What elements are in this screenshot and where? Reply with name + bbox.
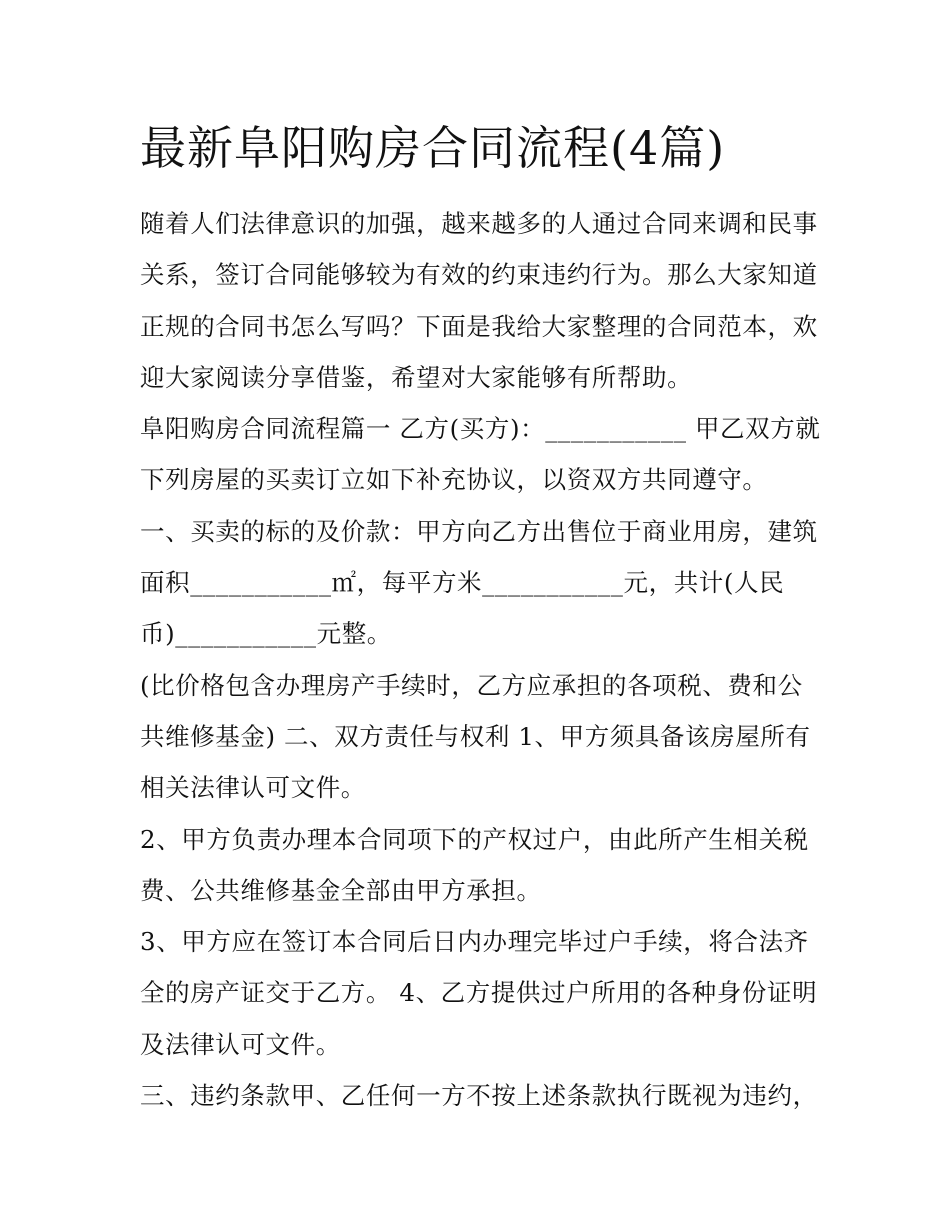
sale-price-clause <box>140 506 820 660</box>
text-line: 阜阳购房合同流程篇一 乙方(买方)：___________ 甲乙双方就 <box>140 414 821 444</box>
text-line: 正规的合同书怎么写吗？下面是我给大家整理的合同范本，欢 <box>140 311 818 341</box>
document-title: 最新阜阳购房合同流程(4篇) <box>140 121 726 175</box>
text-line: 相关法律认可文件。 <box>140 773 366 803</box>
breach-clause <box>140 1070 820 1121</box>
price-note-clause <box>140 660 820 814</box>
article-one-heading-paragraph <box>140 403 820 506</box>
text-line: 下列房屋的买卖订立如下补充协议，以资双方共同遵守。 <box>140 465 768 495</box>
text-line: 及法律认可文件。 <box>140 1029 341 1059</box>
intro-paragraph <box>140 198 820 403</box>
text-line: (比价格包含办理房产手续时，乙方应承担的各项税、费和公 <box>140 670 803 700</box>
text-line: 面积___________㎡，每平方米___________元，共计(人民 <box>140 568 785 598</box>
text-line: 三、违约条款甲、乙任何一方不按上述条款执行既视为违约， <box>140 1081 818 1111</box>
text-line: 迎大家阅读分享借鉴，希望对大家能够有所帮助。 <box>140 362 693 392</box>
text-line: 3、甲方应在签订本合同后日内办理完毕过户手续，将合法齐 <box>140 927 809 957</box>
text-line: 币)___________元整。 <box>140 619 392 649</box>
text-line: 全的房产证交于乙方。 4、乙方提供过户所用的各种身份证明 <box>140 978 818 1008</box>
document-body <box>140 198 820 1121</box>
transfer-fee-clause <box>140 814 820 917</box>
text-line: 2、甲方负责办理本合同项下的产权过户，由此所产生相关税 <box>140 824 809 854</box>
text-line: 一、买卖的标的及价款：甲方向乙方出售位于商业用房，建筑 <box>140 516 818 546</box>
text-line: 随着人们法律意识的加强，越来越多的人通过合同来调和民事 <box>140 209 818 238</box>
text-line: 共维修基金) 二、双方责任与权利 1、甲方须具备该房屋所有 <box>140 721 811 751</box>
transfer-deadline-clause <box>140 916 820 1070</box>
text-line: 费、公共维修基金全部由甲方承担。 <box>140 875 542 905</box>
text-line: 关系，签订合同能够较为有效的约束违约行为。那么大家知道 <box>140 260 818 290</box>
